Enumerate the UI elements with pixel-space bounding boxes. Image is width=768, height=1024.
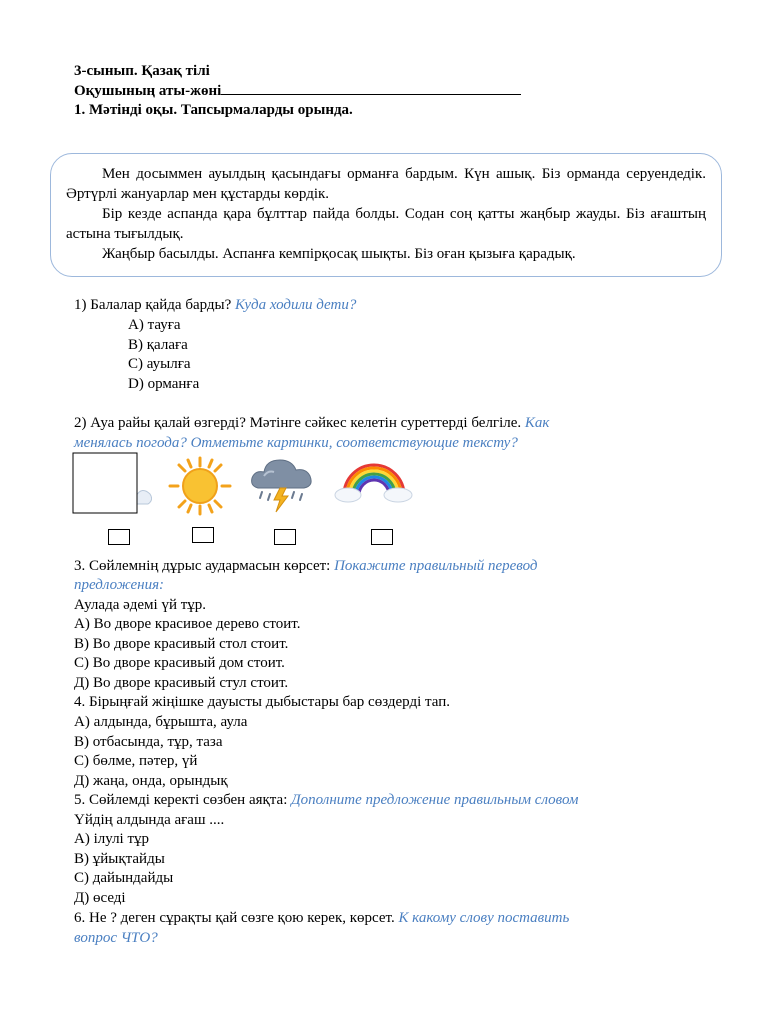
question-5-ru: Дополните предложение правильным словом xyxy=(291,792,579,808)
question-6 xyxy=(74,909,569,928)
question-3-ru-2: предложения: xyxy=(74,577,165,593)
q5-option-c[interactable]: С) дайындайды xyxy=(74,870,174,886)
q1-option-c[interactable]: C) ауылға xyxy=(128,356,191,372)
reading-paragraph-2: Бір кезде аспанда қара бұлттар пайда болды. Содан соң қатты жаңбыр жауды. Біз ағаштың астына тығылдық. xyxy=(66,206,706,242)
q3-option-d[interactable]: Д) Во дворе красивый стул стоит. xyxy=(74,675,289,691)
q3-option-a[interactable]: А) Во дворе красивое дерево стоит. xyxy=(74,616,301,632)
q3-option-c[interactable]: С) Во дворе красивый дом стоит. xyxy=(74,655,285,671)
q1-option-b[interactable]: B) қалаға xyxy=(128,337,188,353)
q4-option-c[interactable]: С) бөлме, пәтер, үй xyxy=(74,753,198,769)
question-6-kz: 6. Не ? деген сұрақты қай сөзге қою керек, көрсет. xyxy=(74,910,395,926)
question-1 xyxy=(74,296,356,315)
student-name-label: Оқушының аты-жөні xyxy=(74,83,222,99)
worksheet-title: 3-сынып. Қазақ тілі xyxy=(74,63,210,79)
question-1-kz: 1) Балалар қайда барды? xyxy=(74,297,232,313)
reading-text xyxy=(66,164,706,264)
question-4: 4. Бірыңғай жіңішке дауысты дыбыстары бар сөздерді тап. xyxy=(74,694,450,710)
student-name-line xyxy=(74,81,521,101)
q4-option-b[interactable]: В) отбасында, тұр, таза xyxy=(74,734,223,750)
storm-cloud-icon xyxy=(248,452,316,514)
question-5-kz: 5. Сөйлемді керекті сөзбен аяқта: xyxy=(74,792,288,808)
q4-option-d[interactable]: Д) жаңа, онда, орындық xyxy=(74,773,228,789)
q1-option-a[interactable]: A) тауға xyxy=(128,317,181,333)
weather-checkbox-4[interactable] xyxy=(371,529,393,545)
reading-paragraph-1: Мен досыммен ауылдың қасындағы орманға бардым. Күн ашық. Біз орманда серуендедік. Әртүрлі жануарлар мен құстарды көрдік. xyxy=(66,166,706,202)
question-5 xyxy=(74,791,579,810)
question-2-kz: 2) Ауа райы қалай өзгерді? Мәтінге сәйкес келетін суреттерді белгіле. xyxy=(74,415,522,431)
question-1-ru: Куда ходили дети? xyxy=(235,297,357,313)
question-6-ru-2: вопрос ЧТО? xyxy=(74,930,158,946)
q5-option-a[interactable]: А) ілулі тұр xyxy=(74,831,150,847)
q5-option-b[interactable]: В) ұйықтайды xyxy=(74,851,165,867)
sun-icon xyxy=(166,456,234,516)
q3-option-b[interactable]: В) Во дворе красивый стол стоит. xyxy=(74,636,289,652)
question-3-sentence: Аулада әдемі үй тұр. xyxy=(74,597,207,613)
weather-checkbox-2[interactable] xyxy=(192,527,214,543)
question-5-sentence: Үйдің алдында ағаш .... xyxy=(74,812,225,828)
student-name-blank[interactable] xyxy=(221,81,521,95)
weather-checkbox-3[interactable] xyxy=(274,529,296,545)
task-instruction: 1. Мәтінді оқы. Тапсырмаларды орында. xyxy=(74,102,353,118)
question-2-ru-2: менялась погода? Отметьте картинки, соответствующие тексту? xyxy=(74,435,518,451)
q4-option-a[interactable]: А) алдында, бұрышта, аула xyxy=(74,714,248,730)
question-2-ru-1: Как xyxy=(524,415,550,431)
weather-checkbox-1[interactable] xyxy=(108,529,130,545)
cloud-sun-icon xyxy=(72,452,152,514)
q1-option-d[interactable]: D) орманға xyxy=(128,376,200,392)
question-3 xyxy=(74,557,538,576)
reading-paragraph-3: Жаңбыр басылды. Аспанға кемпірқосақ шықты. Біз оған қызыға қарадық. xyxy=(102,246,576,262)
question-3-ru-1: Покажите правильный перевод xyxy=(334,558,538,574)
rainbow-icon xyxy=(334,455,414,505)
question-2 xyxy=(74,414,549,433)
q5-option-d[interactable]: Д) өседі xyxy=(74,890,126,906)
question-3-kz: 3. Сөйлемнің дұрыс аудармасын көрсет: xyxy=(74,558,331,574)
question-6-ru-1: К какому слову поставить xyxy=(398,910,570,926)
